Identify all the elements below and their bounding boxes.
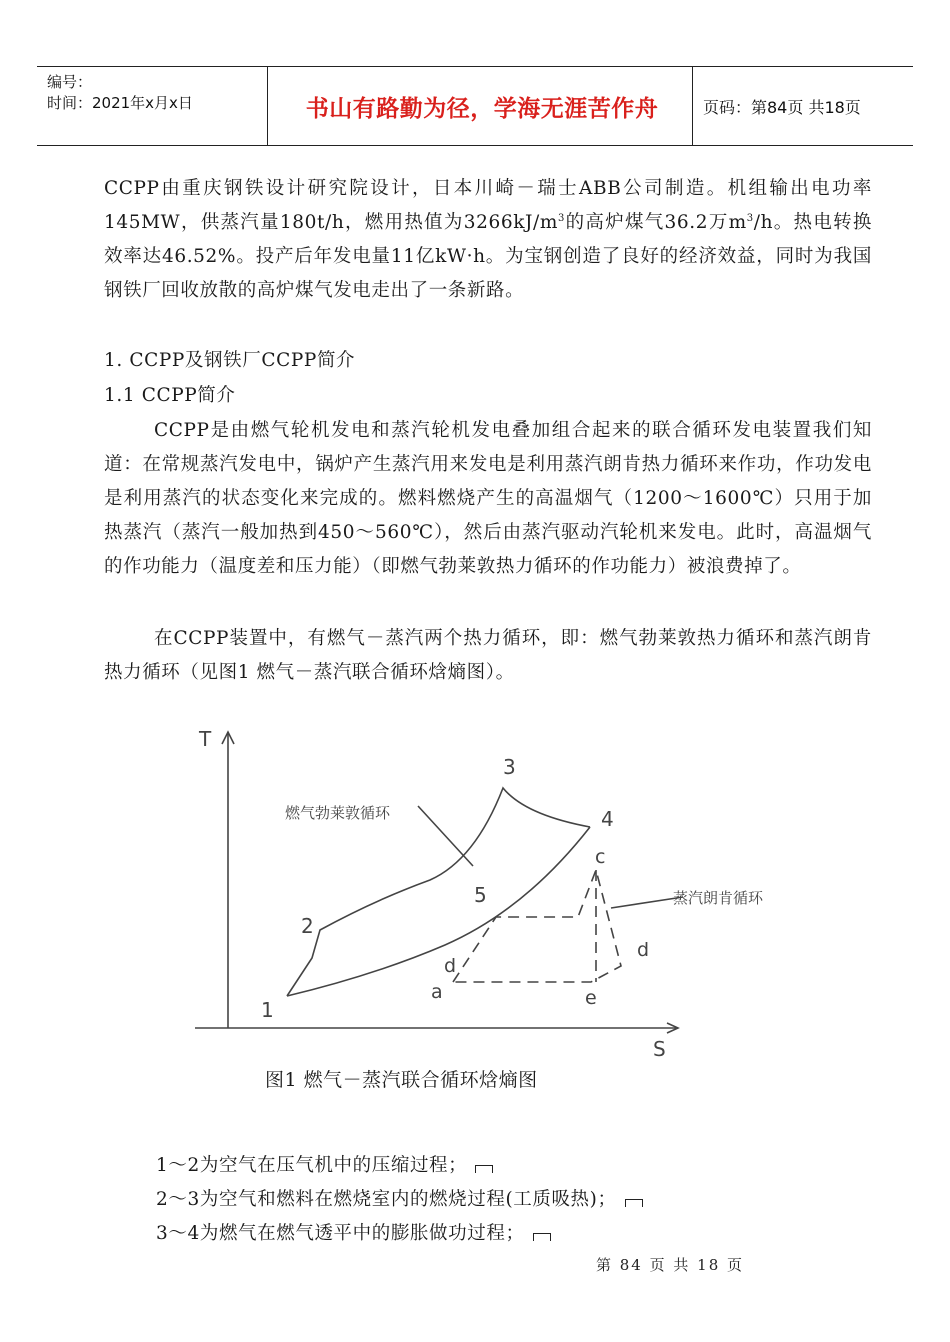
intro-sup-1: 3 [558, 212, 565, 224]
header-motto: 书山有路勤为径，学海无涯苦作舟 [305, 96, 659, 122]
point-1: 1 [261, 998, 274, 1022]
point-d-left: d [444, 955, 457, 977]
x-axis-label: S [653, 1037, 666, 1061]
process-item-1 [156, 1149, 493, 1183]
process-item-1-text: 1～2为空气在压气机中的压缩过程； [156, 1155, 468, 1176]
point-d-right: d [637, 939, 650, 961]
brayton-lower-curve [287, 827, 590, 996]
process-item-3-text: 3～4为燃气在燃气透平中的膨胀做功过程； [156, 1223, 525, 1244]
intro-text-b: 的高炉煤气36.2万m [564, 212, 747, 233]
ts-diagram [185, 720, 764, 1065]
header-page-info: 页码：第84页 共18页 [703, 98, 861, 117]
figure-caption: 图1 燃气－蒸汽联合循环焓熵图 [265, 1069, 538, 1091]
header-divider-right [692, 66, 693, 146]
header-bottom-rule [37, 145, 913, 146]
point-3: 3 [503, 755, 516, 779]
point-e: e [585, 987, 597, 1009]
time-label: 时间：2021年x月x日 [47, 94, 193, 112]
body-paragraph-2: 在CCPP装置中，有燃气－蒸汽两个热力循环，即：燃气勃莱敦热力循环和蒸汽朗肯热力循环（见图1 燃气－蒸汽联合循环焓熵图）。 [104, 628, 872, 683]
process-item-2-text: 2～3为空气和燃料在燃烧室内的燃烧过程(工质吸热)； [156, 1189, 617, 1210]
intro-text-c: /h。热电转换效率达46.52%。投产后年发电量11亿kW·h。为宝钢创造了良好的经济效益，同时为我国钢铁厂回收放散的高炉煤气发电走出了一条新路。 [104, 212, 872, 301]
point-2: 2 [301, 914, 314, 938]
page-header [37, 66, 913, 146]
process-item-2 [156, 1183, 643, 1217]
point-a: a [431, 981, 443, 1003]
process-item-3 [156, 1217, 551, 1251]
intro-paragraph [104, 172, 872, 308]
point-4: 4 [601, 807, 614, 831]
body-paragraph-1: CCPP是由燃气轮机发电和蒸汽轮机发电叠加组合起来的联合循环发电装置我们知道：在常规蒸汽发电中，锅炉产生蒸汽用来发电是利用蒸汽朗肯热力循环来作功，作功发电是利用蒸汽的状态变化来完成的。燃料燃烧产生的高温烟气（1200～1600℃）只用于加热蒸汽（蒸汽一般加热到450～560℃），然后由蒸汽驱动汽轮机来发电。此时，高温烟气的作功能力（温度差和压力能）（即燃气勃莱敦热力循环的作功能力）被浪费掉了。 [104, 420, 872, 577]
serial-label: 编号： [47, 73, 93, 91]
point-5: 5 [474, 883, 487, 907]
header-divider-left [267, 66, 268, 146]
y-axis-label: T [199, 727, 212, 751]
brayton-label: 燃气勃莱敦循环 [285, 804, 391, 822]
bracket-mark [475, 1165, 493, 1173]
header-top-rule [37, 66, 913, 67]
page-footer: 第 84 页 共 18 页 [596, 1256, 745, 1274]
intro-sup-2: 3 [746, 212, 754, 224]
brayton-leader-line [418, 806, 473, 866]
point-c: c [595, 846, 606, 868]
section-1-heading: 1. CCPP及钢铁厂CCPP简介 [104, 350, 356, 371]
bracket-mark [533, 1233, 551, 1241]
bracket-mark [625, 1199, 643, 1207]
section-1-1-heading: 1.1 CCPP简介 [104, 385, 236, 406]
intro-text-a: CCPP由重庆钢铁设计研究院设计，日本川崎－瑞士ABB公司制造。机组输出电功率145MW，供蒸汽量180t/h，燃用热值为3266kJ/m [104, 178, 872, 233]
rankine-label: 蒸汽朗肯循环 [673, 889, 764, 907]
